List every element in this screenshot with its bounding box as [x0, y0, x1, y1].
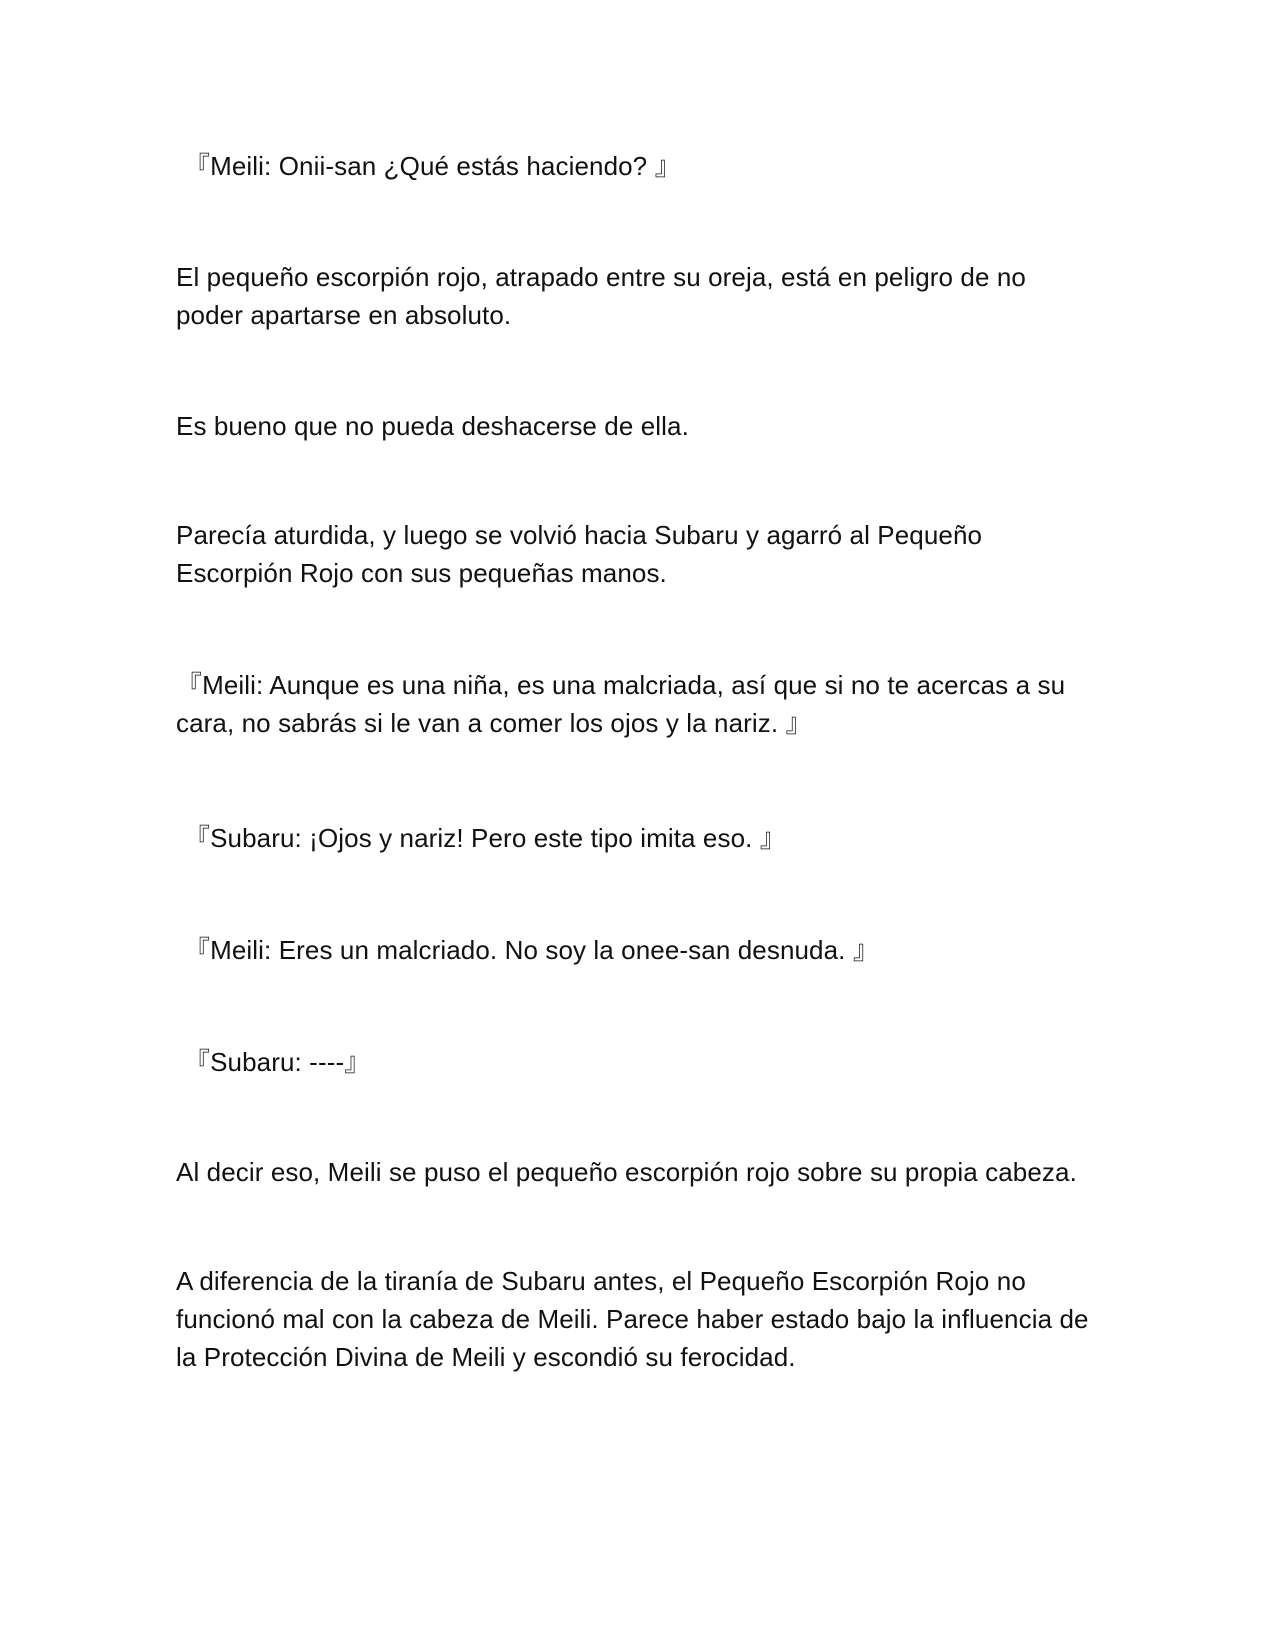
paragraph-narration-3: Parecía aturdida, y luego se volvió hacia Subaru y agarró al Pequeño Escorpión Rojo con sus pequeñas manos. — [176, 520, 983, 588]
paragraph-narration-1: El pequeño escorpión rojo, atrapado entre su oreja, está en peligro de no poder apartarse en absoluto. — [176, 262, 1026, 330]
dialogue-meili-2: 『Meili: Aunque es una niña, es una malcriada, así que si no te acercas a su cara, no sabrás si le van a comer los ojos y la nariz. 』 — [176, 670, 1066, 738]
dialogue-meili-1: 『Meili: Onii-san ¿Qué estás haciendo? 』 — [184, 151, 681, 181]
dialogue-meili-3: 『Meili: Eres un malcriado. No soy la onee-san desnuda. 』 — [184, 935, 879, 965]
paragraph-narration-4: Al decir eso, Meili se puso el pequeño escorpión rojo sobre su propia cabeza. — [176, 1157, 1077, 1187]
paragraph-narration-2: Es bueno que no pueda deshacerse de ella. — [176, 411, 689, 441]
dialogue-subaru-2: 『Subaru: ----』 — [184, 1047, 371, 1077]
paragraph-narration-5: A diferencia de la tiranía de Subaru antes, el Pequeño Escorpión Rojo no funcionó mal con la cabeza de Meili. Parece haber estado bajo la influencia de la Protección Divina de Meili y escondió su ferocidad. — [176, 1266, 1089, 1372]
dialogue-subaru-1: 『Subaru: ¡Ojos y nariz! Pero este tipo imita eso. 』 — [184, 823, 786, 853]
